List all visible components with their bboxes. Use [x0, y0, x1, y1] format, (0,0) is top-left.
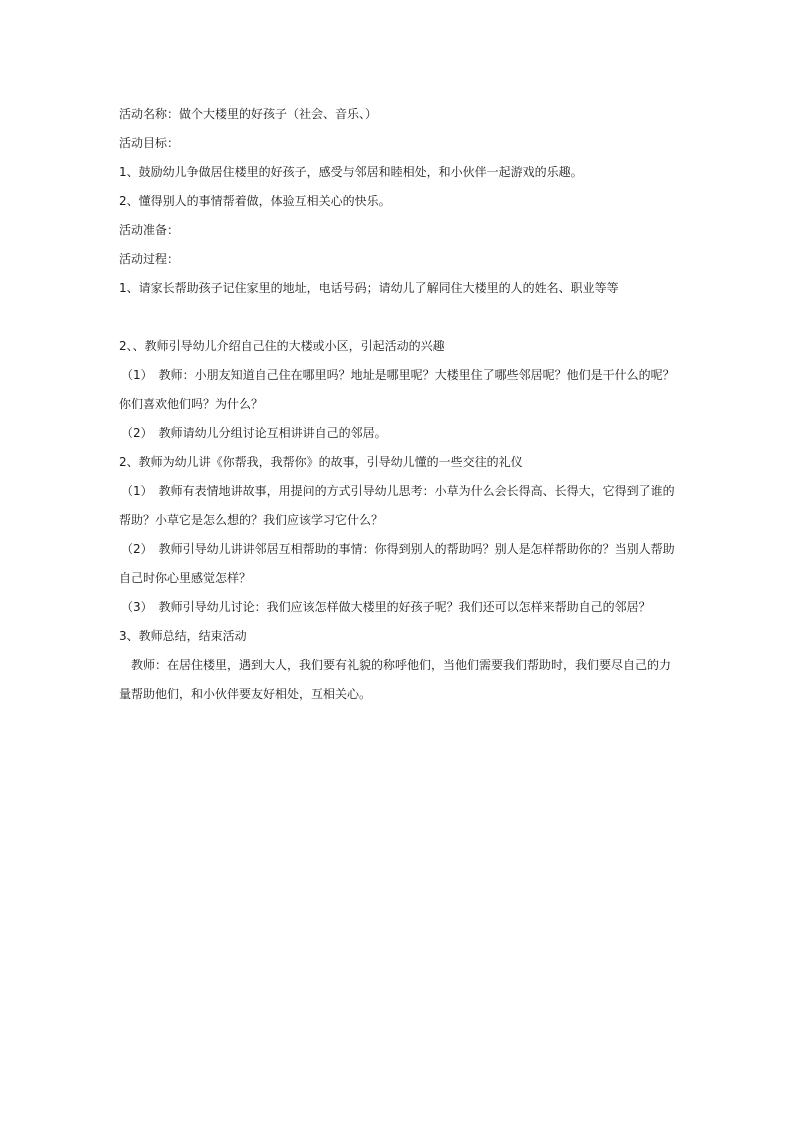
activity-name-line: 活动名称：做个大楼里的好孩子（社会、音乐、） [119, 107, 378, 121]
process-step-1: 1、请家长帮助孩子记住家里的地址，电话号码；请幼儿了解同住大楼里的人的姓名、职业等等 [119, 281, 619, 295]
substep-1-line-2: 你们喜欢他们吗？为什么？ [119, 397, 264, 411]
story-substep-1-line-1: （1） 教师有表情地讲故事，用提问的方式引导幼儿思考：小草为什么会长得高、长得大，它得到了谁的 [121, 484, 675, 498]
document-body [119, 100, 679, 709]
goal-item-2: 2、懂得别人的事情帮着做，体验互相关心的快乐。 [119, 194, 391, 208]
activity-process-heading: 活动过程： [119, 252, 180, 266]
process-step-2: 2、、教师引导幼儿介绍自己住的大楼或小区，引起活动的兴趣 [119, 339, 445, 353]
activity-goals-heading: 活动目标： [119, 136, 180, 150]
story-substep-2-line-1: （2） 教师引导幼儿讲讲邻居互相帮助的事情：你得到别人的帮助吗？别人是怎样帮助你的？当别人帮助 [121, 542, 675, 556]
story-substep-3: （3） 教师引导幼儿讨论：我们应该怎样做大楼里的好孩子呢？我们还可以怎样来帮助自己的邻居？ [121, 600, 651, 614]
substep-1-line-1: （1） 教师：小朋友知道自己住在哪里吗？地址是哪里呢？大楼里住了哪些邻居呢？他们是干什么的呢？ [121, 368, 675, 382]
substep-2: （2） 教师请幼儿分组讨论互相讲讲自己的邻居。 [121, 426, 387, 440]
blank-line [119, 303, 679, 332]
story-substep-2-line-2: 自己时你心里感觉怎样？ [119, 571, 252, 585]
summary-line-1: 教师：在居住楼里，遇到大人，我们要有礼貌的称呼他们，当他们需要我们帮助时，我们要尽自己的力 [131, 658, 672, 672]
goal-item-1: 1、鼓励幼儿争做居住楼里的好孩子，感受与邻居和睦相处，和小伙伴一起游戏的乐趣。 [119, 165, 583, 179]
story-substep-1-line-2: 帮助？小草它是怎么想的？我们应该学习它什么？ [119, 513, 384, 527]
process-step-story: 2、教师为幼儿讲《你帮我，我帮你》的故事，引导幼儿懂的一些交往的礼仪 [119, 455, 523, 469]
process-step-3: 3、教师总结，结束活动 [119, 629, 247, 643]
activity-preparation-heading: 活动准备： [119, 223, 180, 237]
summary-line-2: 量帮助他们，和小伙伴要友好相处，互相关心。 [119, 687, 372, 701]
